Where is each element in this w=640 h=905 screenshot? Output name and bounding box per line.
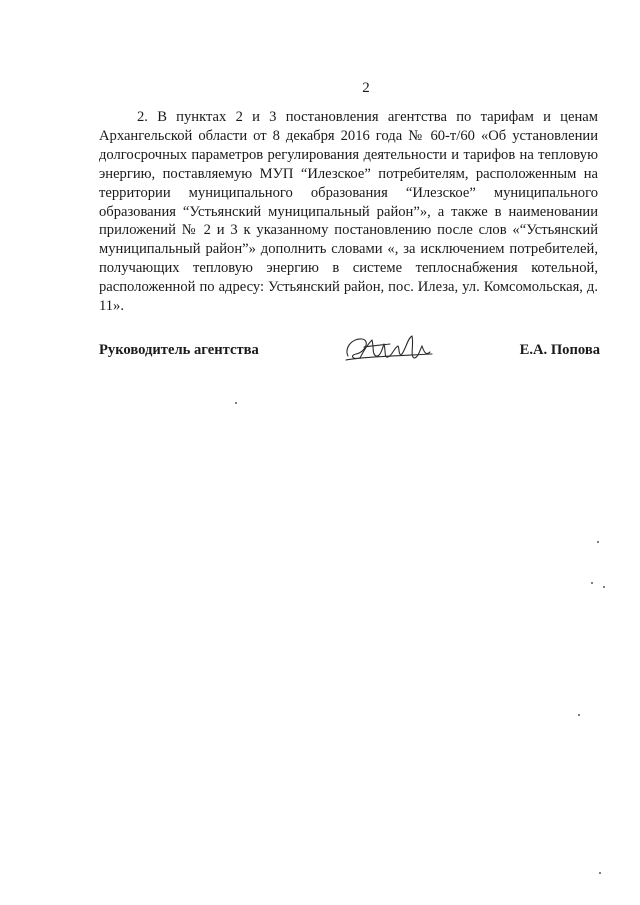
scan-speck	[578, 714, 580, 716]
signer-name: Е.А. Попова	[519, 342, 600, 358]
signer-title: Руководитель агентства	[99, 342, 259, 358]
scan-speck	[235, 402, 237, 404]
scan-speck	[597, 541, 599, 543]
scan-speck	[599, 872, 601, 874]
signature-block	[99, 336, 600, 376]
handwritten-signature-icon	[342, 330, 436, 370]
scan-speck	[603, 586, 605, 588]
page-number: 2	[362, 80, 370, 96]
scan-speck	[591, 582, 593, 584]
body-paragraph: 2. В пунктах 2 и 3 постановления агентства по тарифам и ценам Архангельской области от 8 декабря 2016 года № 60-т/60 «Об установлении долгосрочных параметров регулирования деятельности и тарифов на тепловую энергию, поставляемую МУП “Илезское” потребителям, расположенным на территории муниципального образования “Илезское” муниципального образования “Устьянский муниципальный район”», а также в наименовании приложений № 2 и 3 к указанному постановлению после слов «“Устьянский муниципальный район”» дополнить словами «, за исключением потребителей, получающих тепловую энергию в системе теплоснабжения котельной, расположенной по адресу: Устьянский район, пос. Илеза, ул. Комсомольская, д. 11».	[99, 109, 598, 315]
